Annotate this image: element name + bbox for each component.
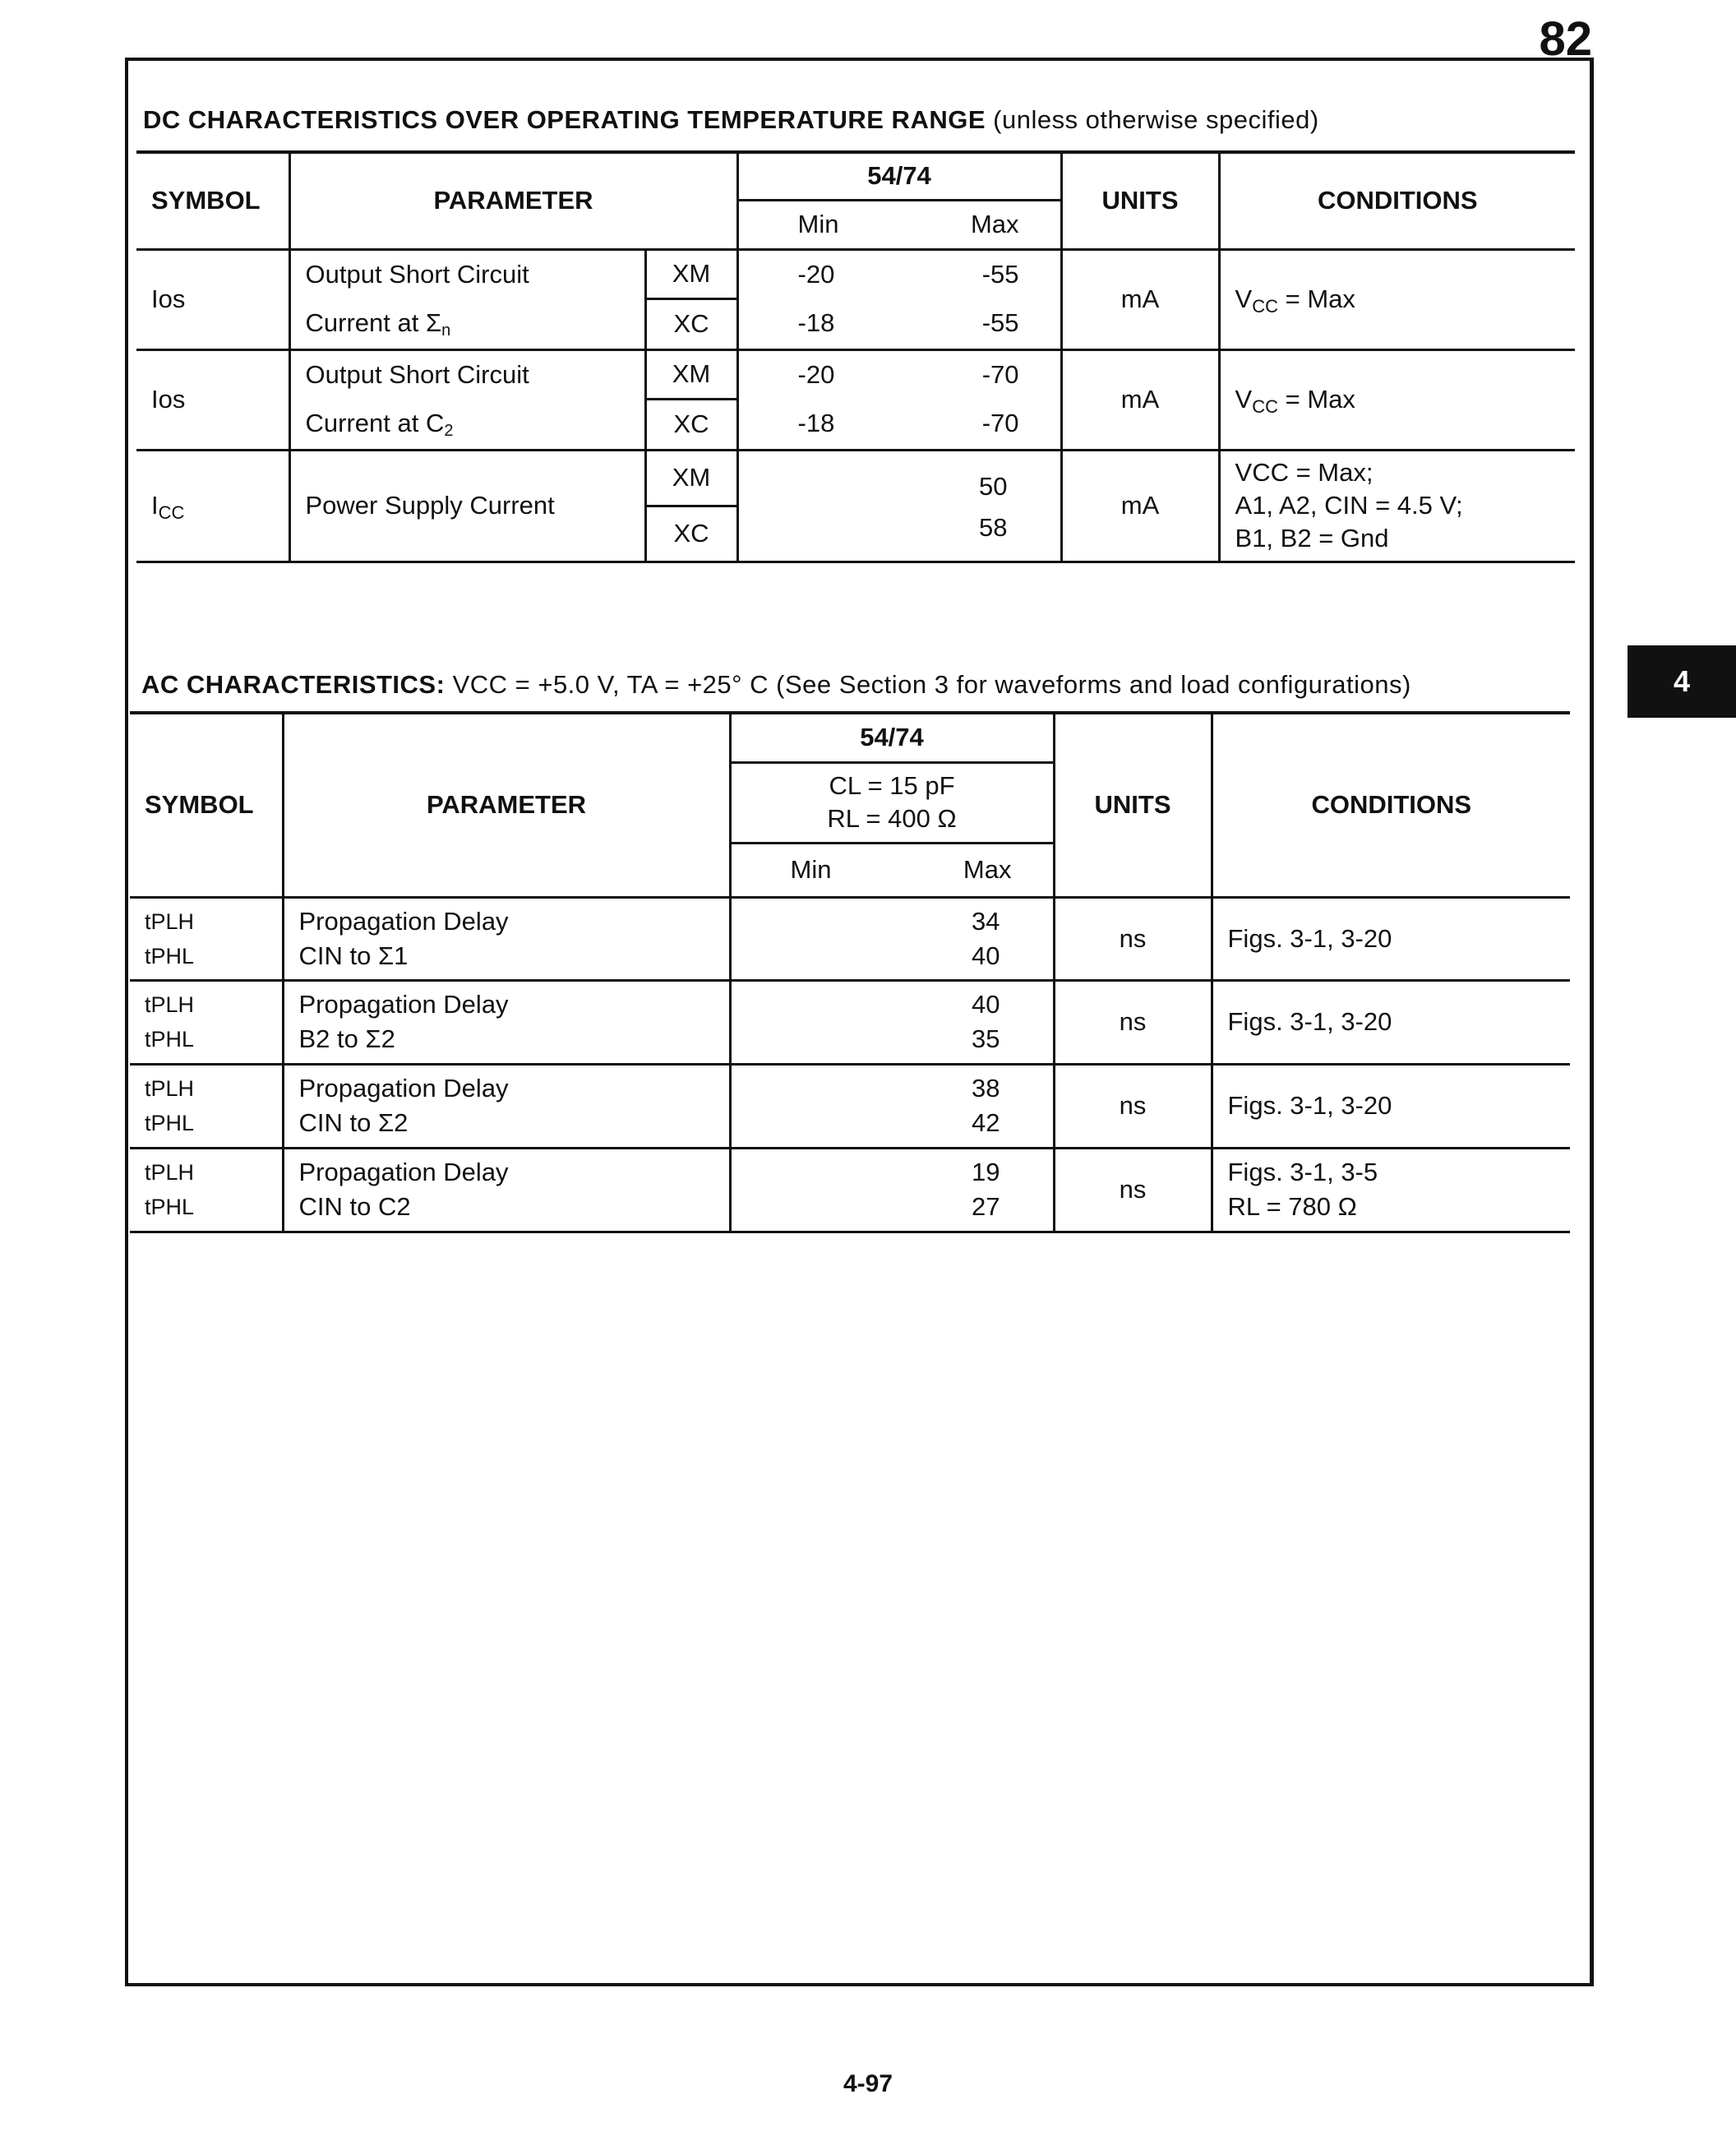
ac-cond1: Figs. 3-1, 3-20	[1227, 923, 1392, 953]
dc-param-line1: Output Short Circuit	[289, 249, 645, 298]
dc-param-line2-sub: 2	[444, 422, 454, 441]
ac-param1: Propagation Delay	[298, 1074, 509, 1103]
ac-header-parameter: PARAMETER	[283, 713, 730, 897]
dc-max: -70	[981, 359, 1019, 389]
table-row	[130, 980, 1570, 1064]
ac-header-load-line2: RL = 400 Ω	[827, 804, 957, 833]
dc-units: mA	[1120, 491, 1160, 520]
ac-sym2: tPHL	[145, 1027, 195, 1052]
ac-header-group: 54/74	[730, 713, 1054, 762]
dc-symbol-sub: CC	[158, 502, 185, 523]
dc-header-parameter: PARAMETER	[289, 152, 737, 249]
ac-max2: 35	[972, 1024, 1000, 1053]
ac-cond1: Figs. 3-1, 3-20	[1227, 1091, 1392, 1120]
dc-symbol-pre: I	[151, 491, 159, 520]
ac-units: ns	[1119, 1175, 1147, 1204]
ac-parameter	[283, 1064, 730, 1148]
ac-max2: 42	[972, 1108, 1000, 1137]
ac-max2: 40	[972, 941, 1000, 970]
dc-cond-sub: CC	[1252, 396, 1278, 417]
dc-cond-post: = Max	[1277, 284, 1355, 313]
ac-sym1: tPLH	[145, 1076, 195, 1101]
ac-param1: Propagation Delay	[298, 906, 509, 936]
dc-units: mA	[1120, 284, 1160, 313]
dc-max: -70	[981, 409, 1019, 438]
dc-conditions	[1219, 450, 1575, 562]
ac-header-min: Min	[790, 855, 832, 884]
ac-title-rest: VCC = +5.0 V, TA = +25° C (See Section 3 for waveforms and load configurations)	[452, 670, 1411, 699]
section-tab: 4	[1628, 645, 1736, 718]
ac-param2: B2 to Σ2	[298, 1024, 395, 1053]
ac-max1: 40	[972, 990, 1000, 1019]
ac-max1: 34	[972, 906, 1000, 936]
dc-header-group: 54/74	[737, 152, 1061, 200]
dc-min: -18	[797, 308, 835, 338]
ac-cond1: Figs. 3-1, 3-20	[1227, 1007, 1392, 1036]
ac-header-symbol: SYMBOL	[145, 790, 254, 820]
dc-grade: XM	[645, 249, 737, 298]
ac-max1: 38	[972, 1074, 1000, 1103]
ac-title-bold: AC CHARACTERISTICS:	[141, 670, 446, 699]
ac-parameter	[283, 897, 730, 980]
dc-symbol	[136, 450, 289, 562]
ac-cond2: RL = 780 Ω	[1227, 1192, 1357, 1221]
ac-parameter	[283, 980, 730, 1064]
dc-max: -55	[981, 308, 1019, 338]
ac-conditions	[1212, 1148, 1570, 1232]
dc-minmax	[737, 298, 1061, 349]
dc-grade: XC	[645, 399, 737, 450]
ac-header-max: Max	[963, 855, 1012, 884]
ac-param2: CIN to Σ1	[298, 941, 409, 970]
dc-cond-pre: V	[1235, 385, 1253, 414]
dc-param-line2	[289, 298, 645, 349]
ac-cond1: Figs. 3-1, 3-5	[1227, 1158, 1378, 1186]
ac-header-conditions: CONDITIONS	[1212, 713, 1570, 897]
ac-max	[730, 897, 1054, 980]
dc-title	[143, 105, 1319, 135]
ac-conditions	[1212, 1064, 1570, 1148]
dc-conditions	[1219, 349, 1575, 450]
page-number: 82	[1539, 12, 1592, 66]
dc-grade: XM	[645, 349, 737, 399]
ac-symbol	[130, 897, 283, 980]
dc-header-symbol: SYMBOL	[151, 186, 261, 215]
dc-min: -20	[797, 359, 835, 389]
dc-max: 50	[737, 450, 1061, 506]
page-footer: 4-97	[843, 2070, 893, 2097]
ac-param2: CIN to Σ2	[298, 1108, 409, 1137]
ac-sym2: tPHL	[145, 1111, 195, 1135]
ac-symbol	[130, 980, 283, 1064]
ac-table	[130, 711, 1570, 1233]
ac-max1: 19	[972, 1158, 1000, 1186]
dc-min: -20	[797, 259, 835, 289]
dc-header-conditions: CONDITIONS	[1219, 152, 1575, 249]
ac-conditions	[1212, 897, 1570, 980]
ac-sym1: tPLH	[145, 992, 195, 1017]
ac-sym2: tPHL	[145, 943, 195, 968]
table-row	[130, 1064, 1570, 1148]
table-row	[136, 249, 1575, 298]
dc-param-line2-sub: n	[441, 321, 451, 340]
dc-max: 58	[737, 506, 1061, 562]
dc-cond-pre: V	[1235, 284, 1253, 313]
ac-units: ns	[1119, 1007, 1147, 1036]
dc-param-line1: Output Short Circuit	[289, 349, 645, 399]
table-row	[130, 897, 1570, 980]
ac-sym1: tPLH	[145, 908, 195, 934]
dc-header-max: Max	[970, 210, 1019, 238]
ac-sym2: tPHL	[145, 1195, 195, 1219]
dc-cond-post: = Max	[1277, 385, 1355, 414]
ac-parameter	[283, 1148, 730, 1232]
ac-max	[730, 1064, 1054, 1148]
dc-cond-line2: A1, A2, CIN = 4.5 V;	[1235, 491, 1463, 520]
dc-minmax	[737, 399, 1061, 450]
ac-header-load	[730, 762, 1054, 843]
dc-cond-sub: CC	[1252, 296, 1278, 317]
dc-grade: XC	[645, 506, 737, 562]
table-row	[136, 450, 1575, 506]
dc-title-bold: DC CHARACTERISTICS OVER OPERATING TEMPERATURE RANGE	[143, 105, 986, 134]
ac-param1: Propagation Delay	[298, 990, 509, 1019]
dc-param-line2-pre: Current at Σ	[305, 308, 442, 338]
dc-header-minmax	[737, 200, 1061, 249]
dc-grade: XM	[645, 450, 737, 506]
dc-param-line2	[289, 399, 645, 450]
ac-param1: Propagation Delay	[298, 1158, 509, 1186]
ac-max	[730, 980, 1054, 1064]
ac-title	[141, 670, 1411, 700]
dc-min: -18	[797, 409, 835, 438]
dc-minmax	[737, 249, 1061, 298]
dc-header-min: Min	[797, 210, 839, 238]
ac-param2: CIN to C2	[298, 1192, 411, 1221]
dc-symbol: Ios	[151, 385, 186, 414]
dc-minmax	[737, 349, 1061, 399]
ac-header-minmax	[730, 843, 1054, 897]
dc-symbol: Ios	[151, 284, 186, 313]
dc-max: -55	[981, 259, 1019, 289]
ac-symbol	[130, 1064, 283, 1148]
dc-grade: XC	[645, 298, 737, 349]
ac-units: ns	[1119, 1091, 1147, 1120]
ac-max	[730, 1148, 1054, 1232]
ac-units: ns	[1119, 923, 1147, 953]
ac-max2: 27	[972, 1192, 1000, 1221]
table-row	[130, 1148, 1570, 1232]
ac-conditions	[1212, 980, 1570, 1064]
dc-cond-line3: B1, B2 = Gnd	[1235, 524, 1389, 552]
ac-symbol	[130, 1148, 283, 1232]
dc-param-line2-pre: Current at C	[305, 409, 445, 438]
dc-cond-line1: VCC = Max;	[1235, 458, 1374, 487]
ac-header-load-line1: CL = 15 pF	[829, 771, 955, 800]
dc-table	[136, 150, 1575, 563]
dc-parameter: Power Supply Current	[289, 450, 645, 562]
dc-conditions	[1219, 249, 1575, 349]
table-row	[136, 349, 1575, 399]
dc-title-note: (unless otherwise specified)	[993, 105, 1319, 134]
dc-units: mA	[1120, 385, 1160, 414]
dc-header-units: UNITS	[1101, 186, 1179, 215]
ac-sym1: tPLH	[145, 1160, 195, 1185]
ac-header-units: UNITS	[1094, 790, 1171, 820]
